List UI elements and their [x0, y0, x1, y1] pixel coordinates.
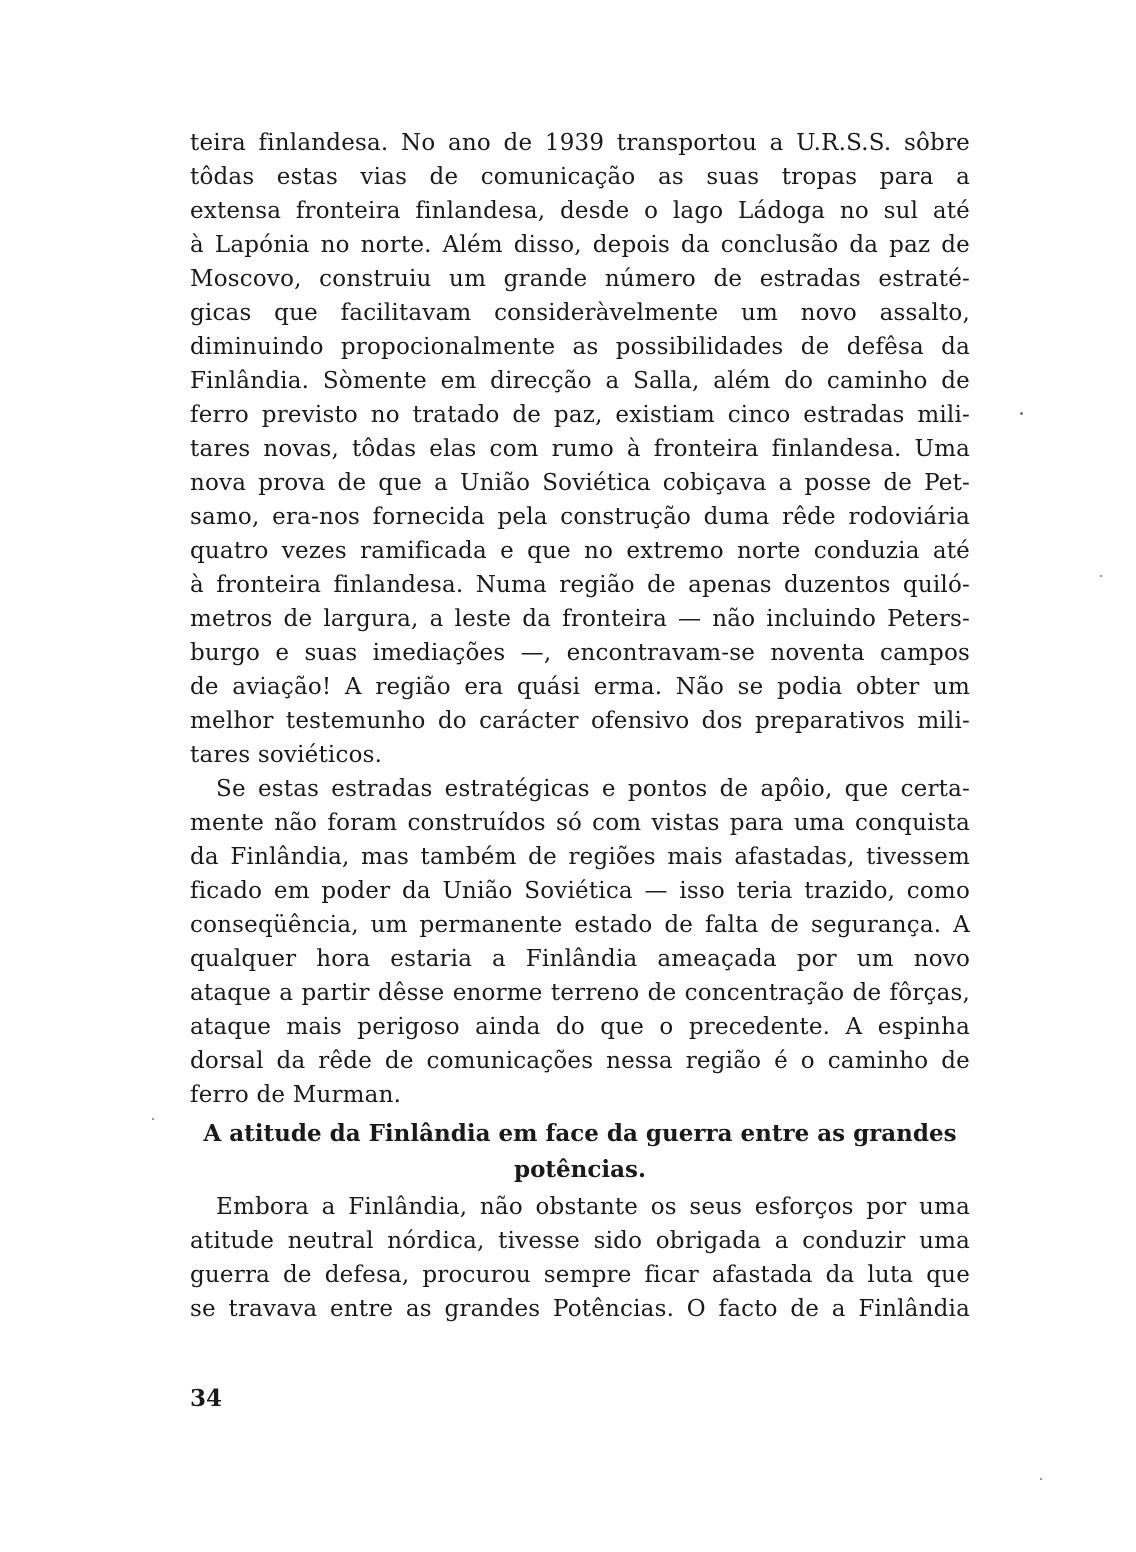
text-line: tares novas, tôdas elas com rumo à fronteira finlandesa. Uma	[190, 436, 970, 462]
text-line: ferro de Murman.	[190, 1082, 402, 1108]
heading-line: potências.	[513, 1156, 646, 1183]
text-line: mente não foram construídos só com vistas para uma conquista	[190, 810, 970, 836]
text-line: qualquer hora estaria a Finlândia ameaçada por um novo	[190, 946, 970, 972]
text-line: tôdas estas vias de comunicação as suas tropas para a	[190, 164, 970, 190]
text-line: ficado em poder da União Soviética — isso teria trazido, como	[190, 878, 970, 904]
text-line: Embora a Finlândia, não obstante os seus esforços por uma	[216, 1194, 970, 1220]
text-line: quatro vezes ramificada e que no extremo norte conduzia até	[190, 538, 970, 564]
text-line: à Lapónia no norte. Além disso, depois da conclusão da paz de	[190, 232, 970, 258]
text-line: atitude neutral nórdica, tivesse sido obrigada a conduzir uma	[190, 1228, 970, 1254]
text-line: Se estas estradas estratégicas e pontos de apôio, que certa-	[216, 776, 970, 802]
text-line: burgo e suas imediações —, encontravam-se noventa campos	[190, 640, 970, 666]
text-line: teira finlandesa. No ano de 1939 transportou a U.R.S.S. sôbre	[190, 130, 970, 156]
text-line: metros de largura, a leste da fronteira — não incluindo Peters-	[190, 606, 970, 632]
text-line: ataque a partir dêsse enorme terreno de concentração de fôrças,	[190, 980, 970, 1006]
scan-speck	[1100, 575, 1102, 577]
text-line: samo, era-nos fornecida pela construção duma rêde rodoviária	[190, 504, 970, 530]
text-line: Moscovo, construiu um grande número de estradas estraté-	[190, 266, 970, 292]
text-line: guerra de defesa, procurou sempre ficar afastada da luta que	[190, 1262, 970, 1288]
paragraph-3	[190, 1190, 970, 1326]
text-line: melhor testemunho do carácter ofensivo dos preparativos mili-	[190, 708, 970, 734]
section-heading	[190, 1116, 970, 1188]
text-line: Finlândia. Sòmente em direcção a Salla, além do caminho de	[190, 368, 970, 394]
text-line: tares soviéticos.	[190, 742, 383, 768]
text-column	[190, 126, 970, 1326]
text-line: gicas que facilitavam consideràvelmente um novo assalto,	[190, 300, 970, 326]
text-line: de aviação! A região era quási erma. Não se podia obter um	[190, 674, 970, 700]
scan-speck	[1020, 412, 1023, 415]
text-line: diminuindo propocionalmente as possibilidades de defêsa da	[190, 334, 970, 360]
text-line: se travava entre as grandes Potências. O facto de a Finlândia	[190, 1296, 970, 1322]
page-number: 34	[190, 1385, 223, 1412]
paragraph-2	[190, 772, 970, 1112]
text-line: ferro previsto no tratado de paz, existiam cinco estradas mili-	[190, 402, 970, 428]
paragraph-1	[190, 126, 970, 772]
heading-line: A atitude da Finlândia em face da guerra entre as grandes	[203, 1120, 957, 1147]
text-line: nova prova de que a União Soviética cobiçava a posse de Pet-	[190, 470, 970, 496]
text-line: dorsal da rêde de comunicações nessa região é o caminho de	[190, 1048, 970, 1074]
text-line: extensa fronteira finlandesa, desde o lago Ládoga no sul até	[190, 198, 970, 224]
text-line: à fronteira finlandesa. Numa região de apenas duzentos quiló-	[190, 572, 970, 598]
text-line: da Finlândia, mas também de regiões mais afastadas, tivessem	[190, 844, 970, 870]
text-line: ataque mais perigoso ainda do que o precedente. A espinha	[190, 1014, 970, 1040]
text-line: conseqüência, um permanente estado de falta de segurança. A	[190, 912, 970, 938]
scan-speck	[1040, 1478, 1042, 1480]
scan-speck	[152, 1118, 154, 1120]
